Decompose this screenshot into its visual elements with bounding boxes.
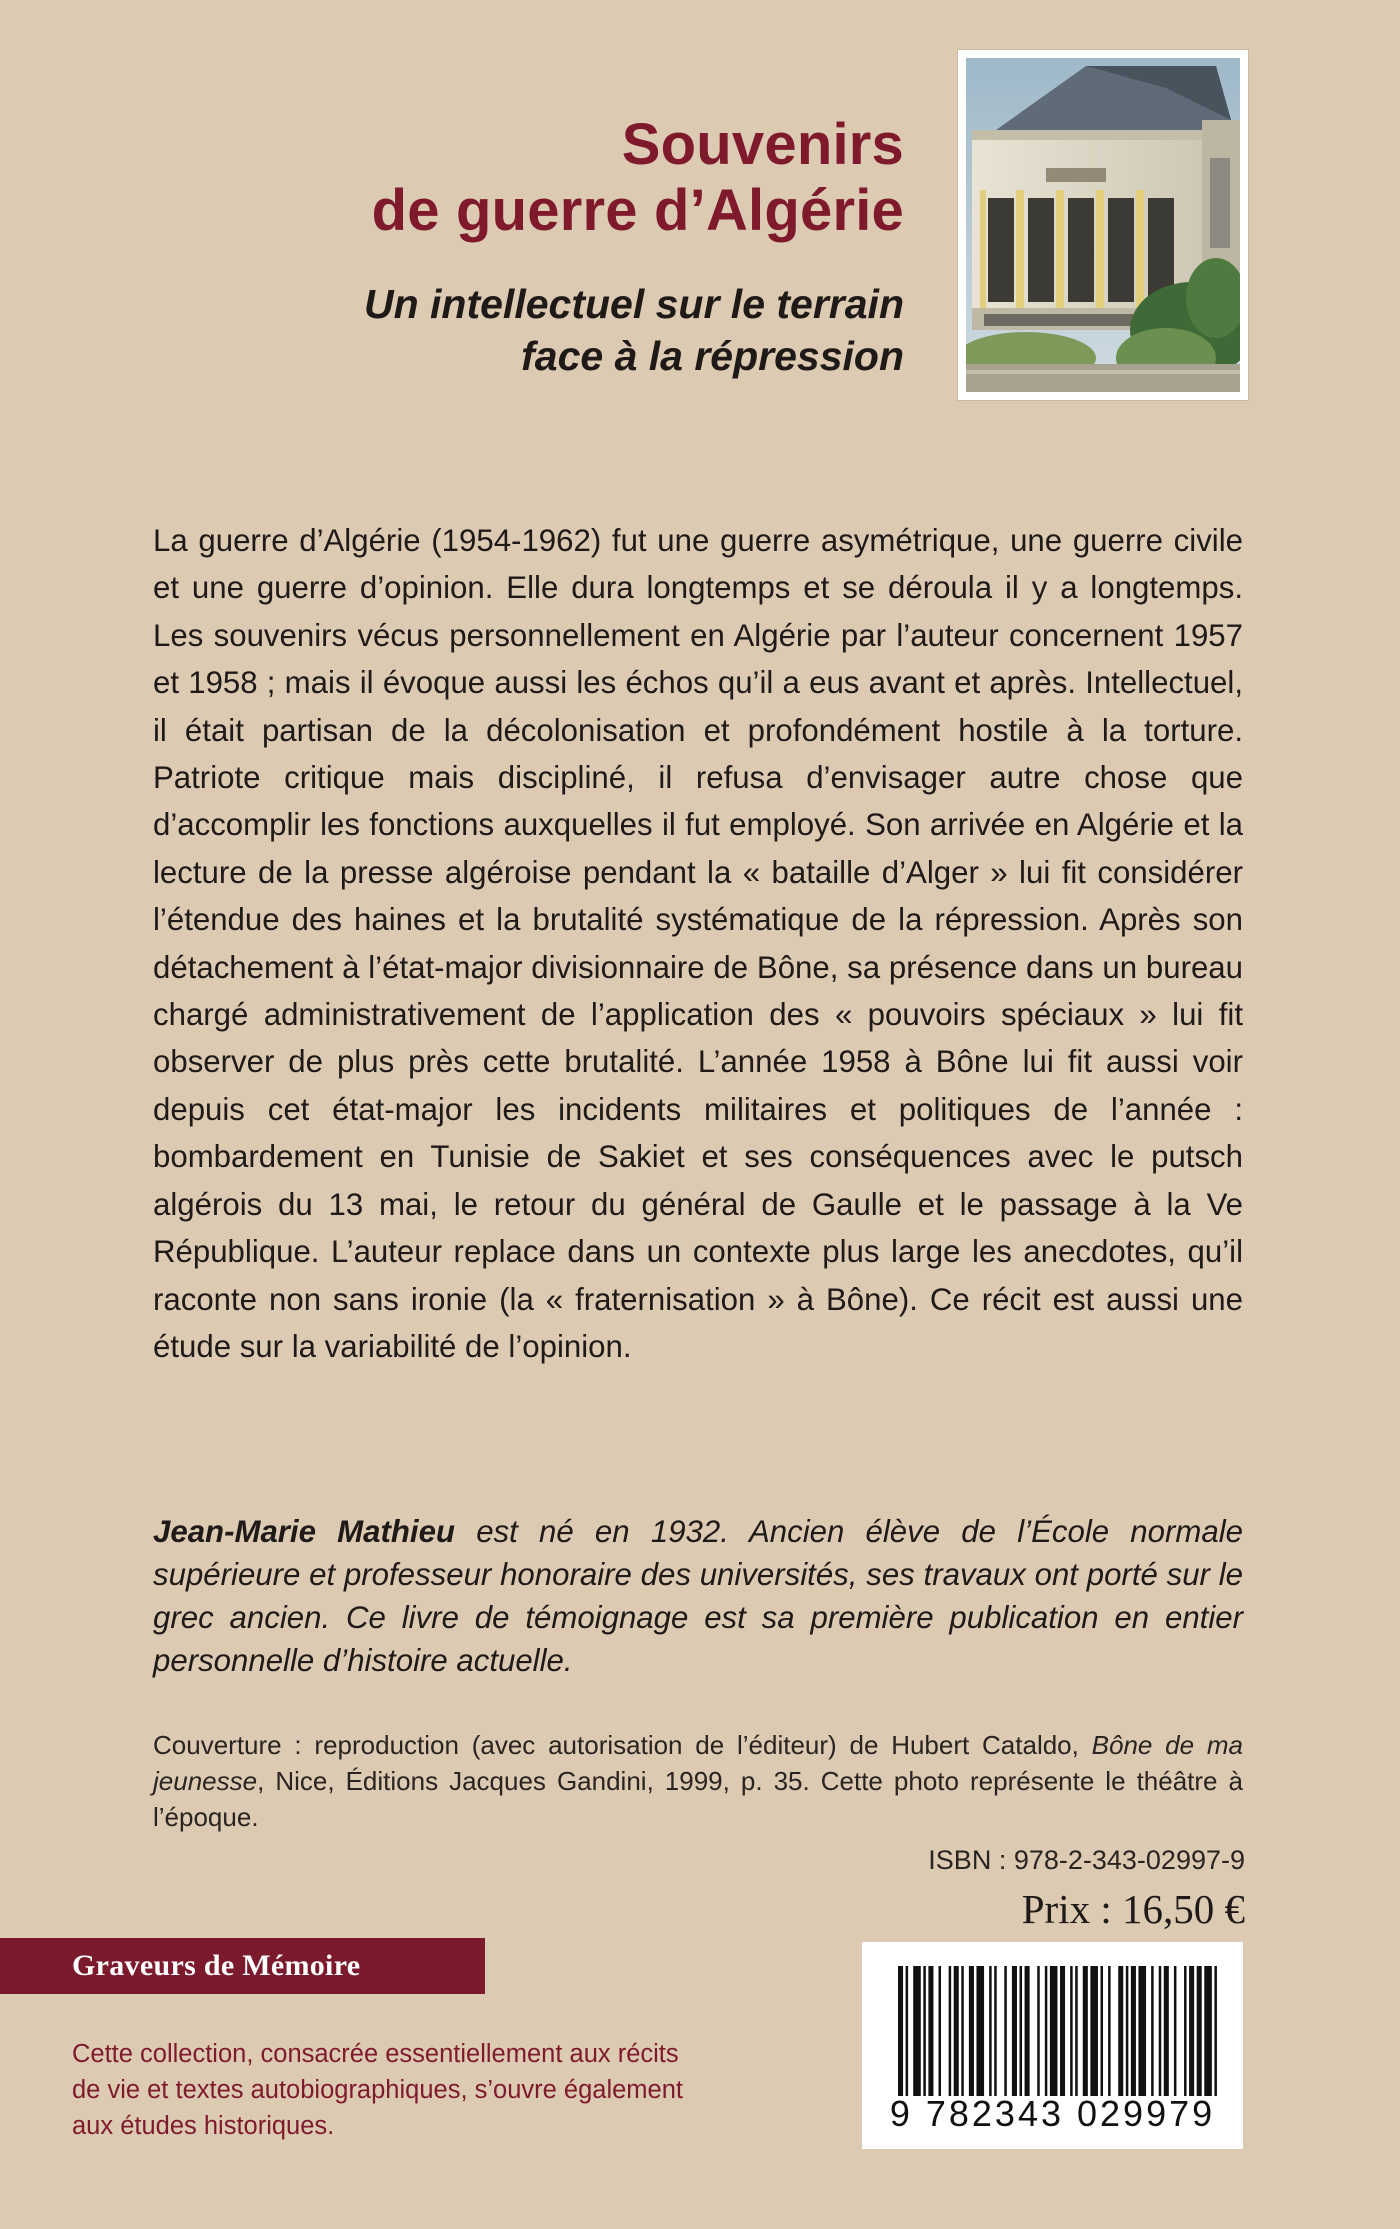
cover-credit-suffix: , Nice, Éditions Jacques Gandini, 1999, p. 35. Cette photo représente le théâtre à l’époque. [153,1766,1243,1832]
barcode-bar [1126,1966,1129,2096]
barcode-bar [1083,1966,1088,2096]
barcode-bar [913,1966,921,2096]
book-title-line-2: de guerre d’Algérie [371,178,904,243]
collection-description [72,2036,772,2144]
barcode-bar [1108,1966,1111,2096]
barcode-bar [1159,1966,1162,2096]
barcode-bar [1131,1966,1136,2096]
barcode-bar [989,1966,992,2096]
barcode-digits: 9 782343 029979 [889,2093,1216,2134]
cover-credit-prefix: Couverture : reproduction (avec autorisation de l’éditeur) de Hubert Cataldo, [153,1730,1092,1760]
barcode-bar [1214,1966,1217,2096]
barcode-bar [1101,1966,1104,2096]
barcode-bar [906,1966,909,2096]
barcode-bar [961,1966,964,2096]
barcode-bar [1075,1966,1078,2096]
barcode-bar [1004,1966,1007,2096]
book-title-line-1: Souvenirs [621,112,904,177]
barcode-bars [898,1966,1222,2096]
barcode-bar [976,1966,984,2096]
barcode-bar [1025,1966,1030,2096]
barcode-bar [969,1966,974,2096]
barcode-bar [1012,1966,1017,2096]
barcode-bar [923,1966,926,2096]
barcode-bar [898,1966,903,2096]
barcode-bar [1118,1966,1123,2096]
book-title [160,112,904,244]
title-block [160,112,904,382]
collection-description-line-2: de vie et textes autobiographiques, s’ouvre également [72,2076,683,2104]
barcode-bar [1020,1966,1023,2096]
book-subtitle-line-1: Un intellectuel sur le terrain [364,281,904,327]
author-bio-text: est né en 1932. Ancien élève de l’École normale supérieure et professeur honoraire des universités, ses travaux ont porté sur le grec ancien. Ce livre de témoignage est sa première publication en entier personnelle d’histoire actuelle. [153,1514,1243,1678]
barcode-bar [1204,1966,1212,2096]
cover-credit [153,1727,1243,1835]
barcode [862,1942,1243,2149]
barcode-bar [949,1966,952,2096]
barcode-bar [1037,1966,1040,2096]
collection-band [0,1938,485,1994]
barcode-bar [1045,1966,1048,2096]
barcode-bar [1174,1966,1177,2096]
barcode-bar [1184,1966,1187,2096]
barcode-bar [1164,1966,1169,2096]
price: Prix : 16,50 € [1021,1886,1245,1932]
barcode-bar [1060,1966,1065,2096]
barcode-bar [954,1966,959,2096]
author-name: Jean-Marie Mathieu [153,1514,455,1549]
barcode-bar [1197,1966,1202,2096]
barcode-bar [928,1966,933,2096]
collection-description-line-3: aux études historiques. [72,2112,335,2140]
barcode-bar [1090,1966,1098,2096]
book-description: La guerre d’Algérie (1954-1962) fut une guerre asymétrique, une guerre civile et une guerre d’opinion. Elle dura longtemps et se déroula il y a longtemps. Les souvenirs vécus personnellement en Algérie par l’auteur concernent 1957 et 1958 ; mais il évoque aussi les échos qu’il a eus avant et après. Intellectuel, il était partisan de la décolonisation et profondément hostile à la torture. Patriote critique mais discipliné, il refusa d’envisager autre chose que d’accomplir les fonctions auxquelles il fut employé. Son arrivée en Algérie et la lecture de la presse algéroise pendant la « bataille d’Alger » lui fit considérer l’étendue des haines et la brutalité systématique de la répression. Après son détachement à l’état-major divisionnaire de Bône, sa présence dans un bureau chargé administrativement de l’application des « pouvoirs spéciaux » lui fit observer de plus près cette brutalité. L’année 1958 à Bône lui fit aussi voir depuis cet état-major les incidents militaires et politiques de l’année : bombardement en Tunisie de Sakiet et ses conséquences avec le putsch algérois du 13 mai, le retour du général de Gaulle et le passage à la Ve République. L’auteur replace dans un contexte plus large les anecdotes, qu’il raconte non sans ironie (la « fraternisation » à Bône). Ce récit est aussi une étude sur la variabilité de l’opinion. [153,523,1243,1364]
barcode-bar [1070,1966,1073,2096]
barcode-bar [1151,1966,1154,2096]
isbn: ISBN : 978-2-343-02997-9 [928,1845,1245,1875]
barcode-bar [1138,1966,1146,2096]
barcode-bar [939,1966,942,2096]
theatre-photo [958,50,1248,400]
collection-description-line-1: Cette collection, consacrée essentiellement aux récits [72,2040,679,2068]
cover-credit-book-title: Bône de ma jeunesse [153,1730,1243,1796]
barcode-bar [1050,1966,1058,2096]
book-subtitle [160,278,904,382]
barcode-bar [1189,1966,1194,2096]
collection-name: Graveurs de Mémoire [72,1949,361,1982]
book-subtitle-line-2: face à la répression [521,333,904,379]
theatre-building-illustration [966,58,1240,392]
author-bio [153,1510,1243,1682]
barcode-bar [994,1966,997,2096]
